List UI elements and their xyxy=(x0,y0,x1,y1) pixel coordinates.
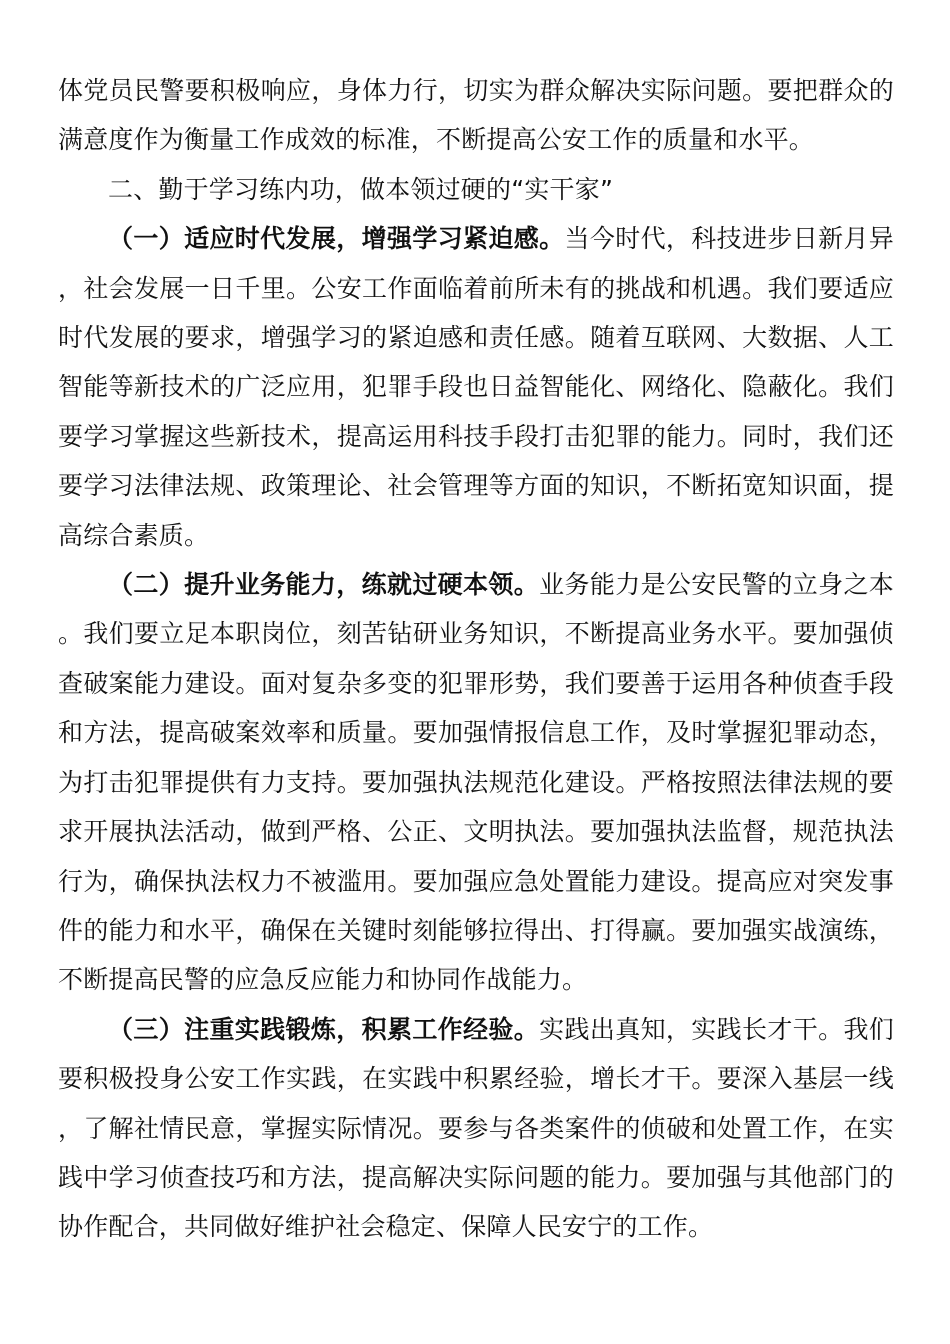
section-heading-text: 二、勤于学习练内功，做本领过硬的“实干家” xyxy=(108,174,614,204)
paragraph-continuation xyxy=(58,66,894,165)
section-heading-two xyxy=(58,165,894,214)
paragraph-adapt-to-times xyxy=(58,214,894,560)
subsection-heading-two: （二）提升业务能力，练就过硬本领。 xyxy=(108,570,540,600)
paragraph-text: 当今时代，科技进步日新月异，社会发展一日千里。公安工作面临着前所未有的挑战和机遇。我们要适应时代发展的要求，增强学习的紧迫感和责任感。随着互联网、大数据、人工智能等新技术的广泛应用，犯罪手段也日益智能化、网络化、隐蔽化。我们要学习掌握这些新技术，提高运用科技手段打击犯罪的能力。同时，我们还要学习法律法规、政策理论、社会管理等方面的知识，不断拓宽知识面，提高综合素质。 xyxy=(58,224,894,550)
paragraph-text: 体党员民警要积极响应，身体力行，切实为群众解决实际问题。要把群众的满意度作为衡量工作成效的标准，不断提高公安工作的质量和水平。 xyxy=(58,76,894,155)
document-body xyxy=(58,66,894,1252)
paragraph-text: 实践出真知，实践长才干。我们要积极投身公安工作实践，在实践中积累经验，增长才干。要深入基层一线，了解社情民意，掌握实际情况。要参与各类案件的侦破和处置工作，在实践中学习侦查技巧和方法，提高解决实际问题的能力。要加强与其他部门的协作配合，共同做好维护社会稳定、保障人民安宁的工作。 xyxy=(58,1014,894,1242)
subsection-heading-one: （一）适应时代发展，增强学习紧迫感。 xyxy=(108,224,565,254)
subsection-heading-three: （三）注重实践锻炼，积累工作经验。 xyxy=(108,1014,540,1044)
paragraph-practice xyxy=(58,1005,894,1252)
paragraph-text: 业务能力是公安民警的立身之本。我们要立足本职岗位，刻苦钻研业务知识，不断提高业务水平。要加强侦查破案能力建设。面对复杂多变的犯罪形势，我们要善于运用各种侦查手段和方法，提高破案效率和质量。要加强情报信息工作，及时掌握犯罪动态，为打击犯罪提供有力支持。要加强执法规范化建设。严格按照法律法规的要求开展执法活动，做到严格、公正、文明执法。要加强执法监督，规范执法行为，确保执法权力不被滥用。要加强应急处置能力建设。提高应对突发事件的能力和水平，确保在关键时刻能够拉得出、打得赢。要加强实战演练，不断提高民警的应急反应能力和协同作战能力。 xyxy=(58,570,894,995)
paragraph-improve-skills xyxy=(58,560,894,1005)
